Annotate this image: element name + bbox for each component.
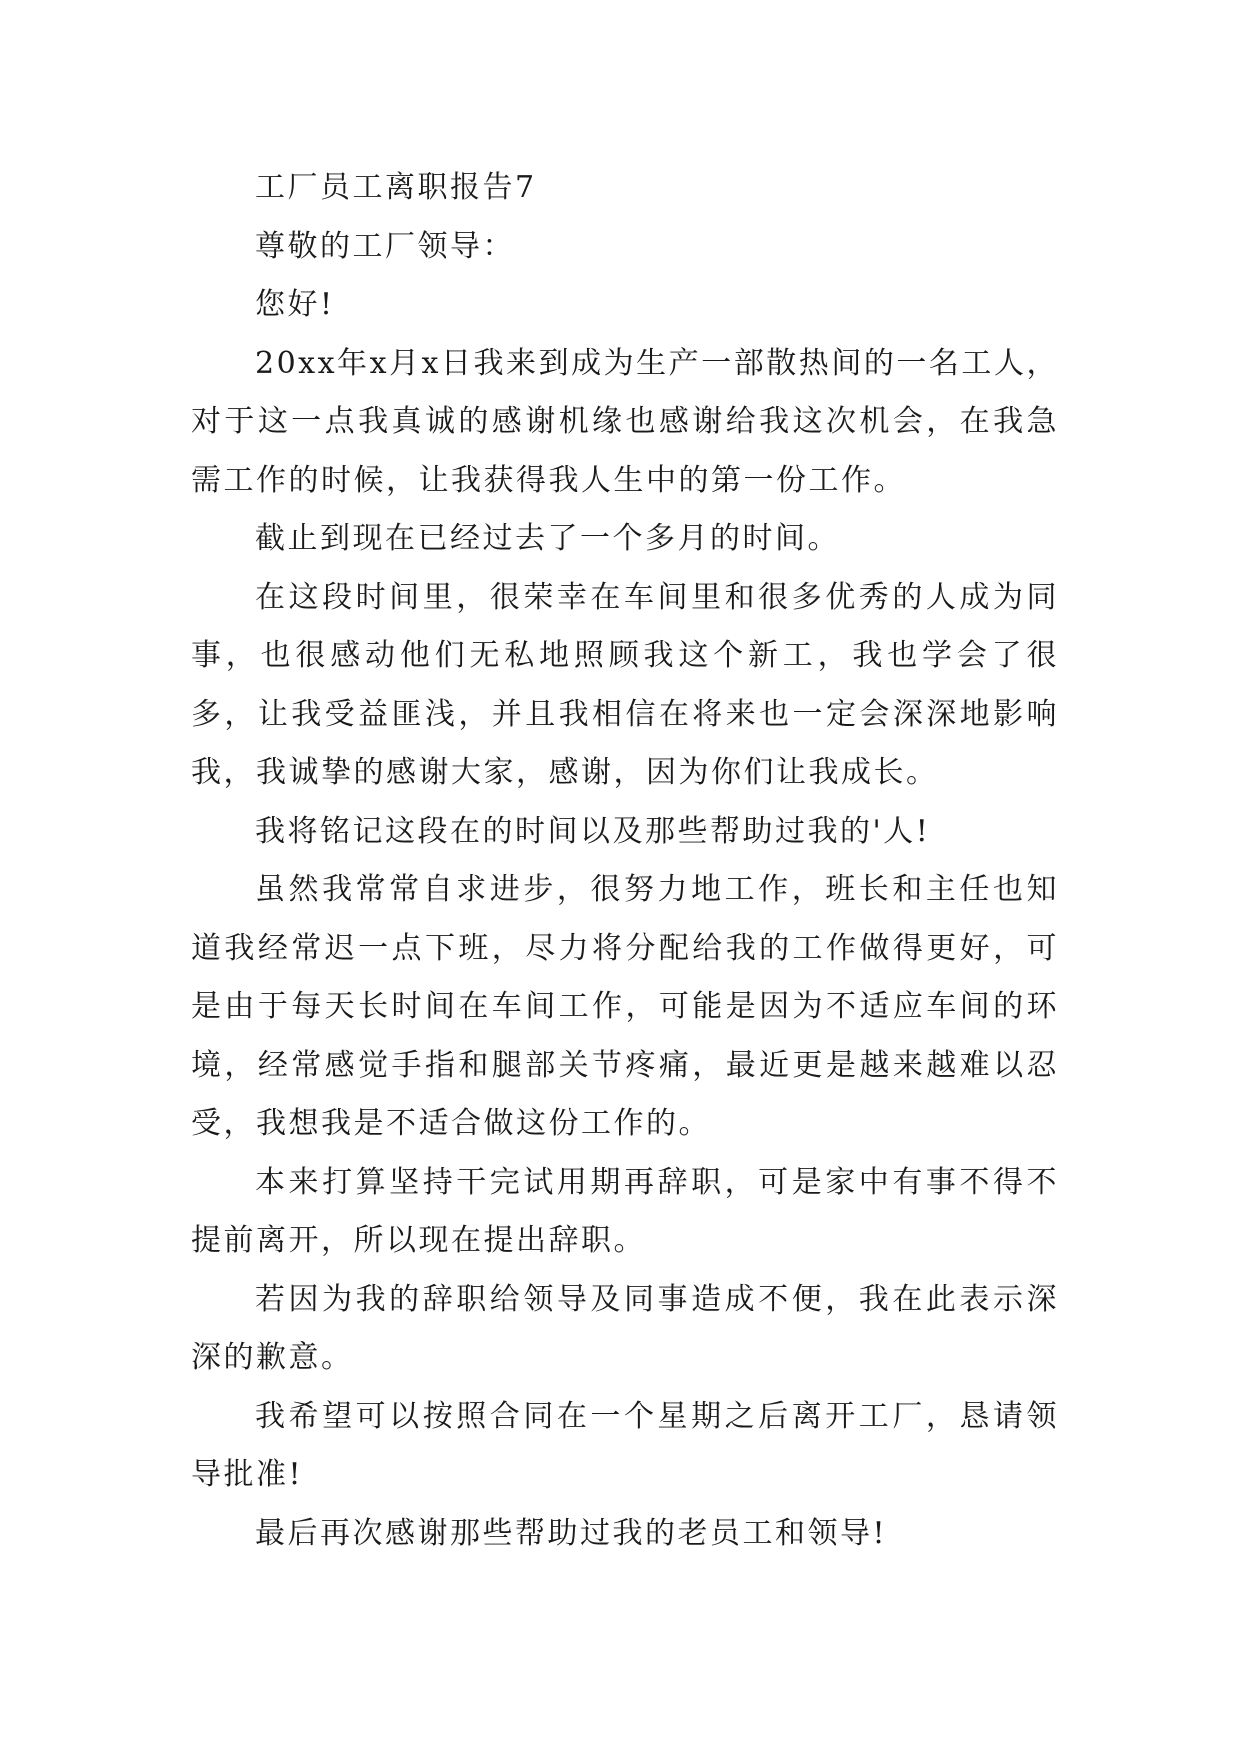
greeting: 您好! (255, 287, 335, 322)
paragraph: 我将铭记这段在的时间以及那些帮助过我的'人! (255, 813, 931, 849)
paragraph: 20xx年x月x日我来到成为生产一部散热间的一名工人，对于这一点我真诚的感谢机缘也感谢给我这次机会，在我急需工作的时候，让我获得我人生中的第一份工作。 (191, 345, 1059, 498)
paragraph: 截止到现在已经过去了一个多月的时间。 (255, 521, 840, 556)
paragraph: 虽然我常常自求进步，很努力地工作，班长和主任也知道我经常迟一点下班，尽力将分配给我的工作做得更好，可是由于每天长时间在车间工作，可能是因为不适应车间的环境，经常感觉手指和腿部关节疼痛，最近更是越来越难以忍受，我想我是不适合做这份工作的。 (191, 872, 1059, 1141)
document-title: 工厂员工离职报告7 (255, 170, 537, 205)
paragraph: 本来打算坚持干完试用期再辞职，可是家中有事不得不提前离开，所以现在提出辞职。 (191, 1164, 1059, 1258)
document-body (191, 159, 1059, 1563)
closing-paragraph: 最后再次感谢那些帮助过我的老员工和领导! (255, 1515, 888, 1551)
salutation: 尊敬的工厂领导： (255, 228, 515, 264)
paragraph: 若因为我的辞职给领导及同事造成不便，我在此表示深深的歉意。 (191, 1281, 1059, 1375)
paragraph: 我希望可以按照合同在一个星期之后离开工厂，恳请领导批准! (191, 1398, 1059, 1492)
paragraph: 在这段时间里，很荣幸在车间里和很多优秀的人成为同事，也很感动他们无私地照顾我这个新工，我也学会了很多，让我受益匪浅，并且我相信在将来也一定会深深地影响我，我诚挚的感谢大家，感谢，因为你们让我成长。 (191, 579, 1059, 790)
